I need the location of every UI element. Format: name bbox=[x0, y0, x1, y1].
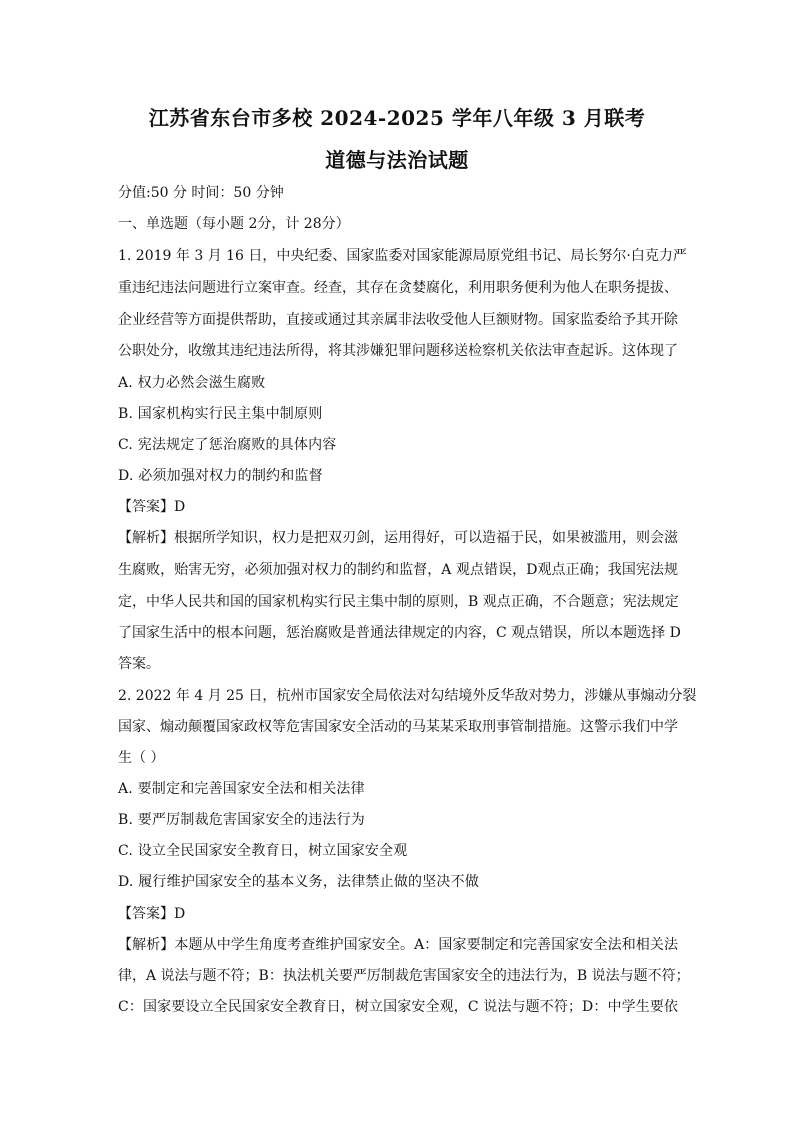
score-time-info: 分值:50 分 时间：50 分钟 bbox=[118, 185, 284, 201]
q1-stem-line: 企业经营等方面提供帮助，直接或通过其亲属非法收受他人巨额财物。国家监委给予其开除 bbox=[118, 312, 678, 328]
q1-option-d: D. 必须加强对权力的制约和监督 bbox=[118, 468, 323, 484]
q2-stem-line: 生（ ） bbox=[118, 750, 165, 766]
q1-analysis-line: 答案。 bbox=[118, 656, 160, 672]
q2-option-a: A. 要制定和完善国家安全法和相关法律 bbox=[118, 781, 365, 797]
q1-analysis-line: 了国家生活中的根本问题，惩治腐败是普通法律规定的内容，C 观点错误，所以本题选择 D bbox=[118, 625, 681, 641]
q2-stem-line: 国家、煽动颠覆国家政权等危害国家安全活动的马某某采取刑事管制措施。这警示我们中学 bbox=[118, 719, 678, 735]
q1-stem-line: 重违纪违法问题进行立案审查。经查，其存在贪婪腐化，利用职务便利为他人在职务提拔、 bbox=[118, 280, 678, 296]
q2-answer: 【答案】D bbox=[118, 906, 186, 922]
q1-analysis-line: 定，中华人民共和国的国家机构实行民主集中制的原则，B 观点正确，不合题意；宪法规定 bbox=[118, 594, 679, 610]
q1-analysis-line: 【解析】根据所学知识，权力是把双刃剑，运用得好，可以造福于民，如果被滥用，则会滋 bbox=[118, 530, 678, 546]
q2-stem-line: 2. 2022 年 4 月 25 日，杭州市国家安全局依法对勾结境外反华敌对势力，涉嫌从事煽动分裂 bbox=[118, 688, 697, 704]
q1-analysis-line: 生腐败，贻害无穷，必须加强对权力的制约和监督，A 观点错误，D观点正确；我国宪法规 bbox=[118, 562, 678, 578]
q2-analysis-line: C：国家要设立全民国家安全教育日，树立国家安全观，C 说法与题不符；D：中学生要依 bbox=[118, 999, 678, 1015]
q2-analysis-line: 律，A 说法与题不符；B：执法机关要严厉制裁危害国家安全的违法行为，B 说法与题不符； bbox=[118, 968, 690, 984]
section-heading: 一、单选题（每小题 2分，计 28分） bbox=[118, 216, 350, 232]
document-subtitle: 道德与法治试题 bbox=[325, 148, 469, 172]
q1-stem-line: 1. 2019 年 3 月 16 日，中央纪委、国家监委对国家能源局原党组书记、局长努尔·白克力严 bbox=[118, 248, 687, 264]
q1-option-c: C. 宪法规定了惩治腐败的具体内容 bbox=[118, 437, 337, 453]
q2-option-d: D. 履行维护国家安全的基本义务，法律禁止做的坚决不做 bbox=[118, 874, 480, 890]
q2-option-b: B. 要严厉制裁危害国家安全的违法行为 bbox=[118, 812, 365, 828]
q2-option-c: C. 设立全民国家安全教育日，树立国家安全观 bbox=[118, 843, 408, 859]
q2-analysis-line: 【解析】本题从中学生角度考查维护国家安全。A：国家要制定和完善国家安全法和相关法 bbox=[118, 937, 678, 953]
q1-stem-line: 公职处分，收缴其违纪违法所得，将其涉嫌犯罪问题移送检察机关依法审查起诉。这体现了 bbox=[118, 343, 678, 359]
document-title: 江苏省东台市多校 2024-2025 学年八年级 3 月联考 bbox=[148, 106, 646, 130]
q1-option-a: A. 权力必然会滋生腐败 bbox=[118, 375, 266, 391]
q1-answer: 【答案】D bbox=[118, 499, 186, 515]
q1-option-b: B. 国家机构实行民主集中制原则 bbox=[118, 406, 323, 422]
